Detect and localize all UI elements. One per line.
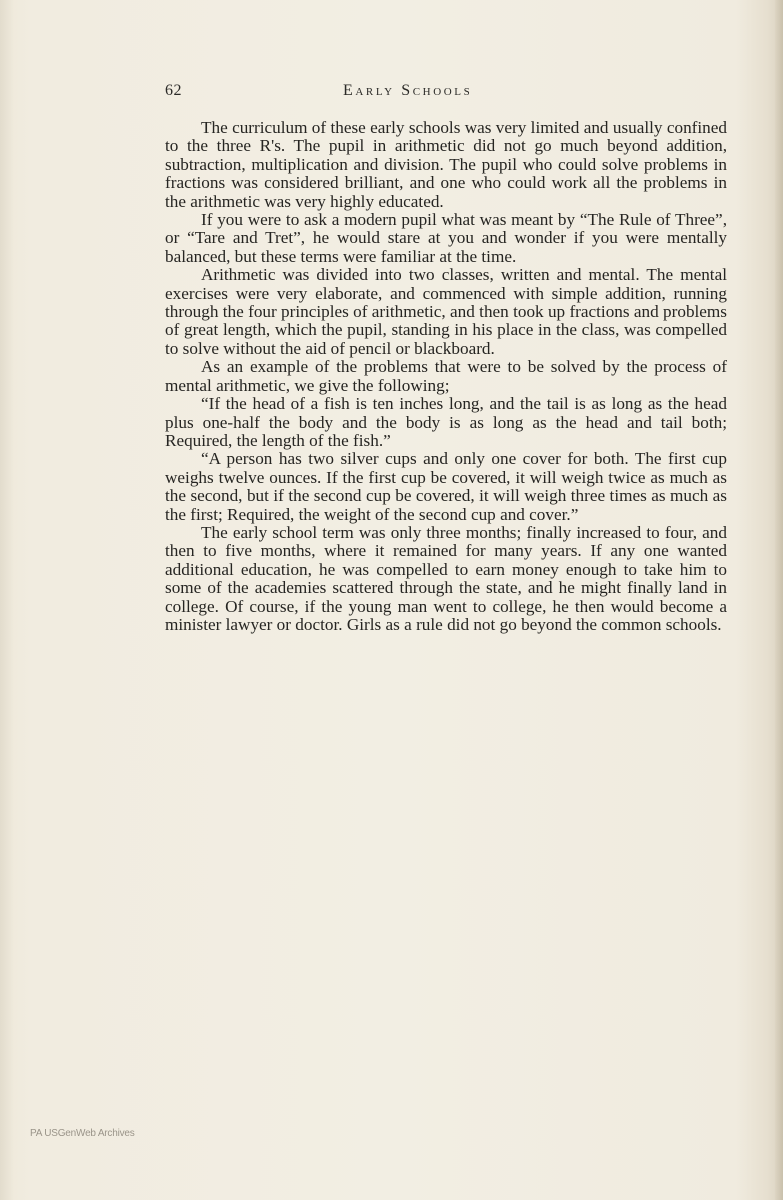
paragraph: If you were to ask a modern pupil what was meant by “The Rule of Three”, or “Tare and Tret”, he would stare at you and wonder if you were mentally balanced, but these terms were familiar at the time. <box>165 210 727 266</box>
paragraph: As an example of the problems that were to be solved by the process of mental arithmetic, we give the following; <box>165 357 727 395</box>
page-number: 62 <box>165 82 182 99</box>
quoted-problem: “A person has two silver cups and only one cover for both. The first cup weighs twelve ounces. If the first cup be covered, it will weigh twice as much as the second, but if the second cup be covered, it will weigh three times as much as the first; Required, the weight of the second cup and cover.” <box>165 449 727 524</box>
archive-watermark: PA USGenWeb Archives <box>30 1128 135 1139</box>
paragraph: Arithmetic was divided into two classes, written and mental. The mental exercises were very elaborate, and commenced with simple addition, running through the four principles of arithmetic, and then took up fractions and problems of great length, which the pupil, standing in his place in the class, was compelled to solve without the aid of pencil or blackboard. <box>165 265 727 358</box>
running-head: Early Schools <box>343 82 473 99</box>
page-gutter-shadow <box>0 0 14 1200</box>
body-text <box>165 119 727 634</box>
page-edge <box>775 0 783 1200</box>
page-header <box>165 82 725 106</box>
quoted-problem: “If the head of a fish is ten inches long, and the tail is as long as the head plus one-half the body and the body is as long as the head and tail both; Required, the length of the fish.” <box>165 394 727 450</box>
paragraph: The early school term was only three months; finally increased to four, and then to five months, where it remained for many years. If any one wanted additional education, he was compelled to earn money enough to take him to some of the academies scattered through the state, and he might finally land in college. Of course, if the young man went to college, he then would become a minister lawyer or doctor. Girls as a rule did not go beyond the common schools. <box>165 522 727 634</box>
paragraph: The curriculum of these early schools was very limited and usually confined to the three R's. The pupil in arithmetic did not go much beyond addition, subtraction, multiplication and division. The pupil who could solve problems in fractions was considered brilliant, and one who could work all the problems in the arithmetic was very highly educated. <box>165 118 727 211</box>
